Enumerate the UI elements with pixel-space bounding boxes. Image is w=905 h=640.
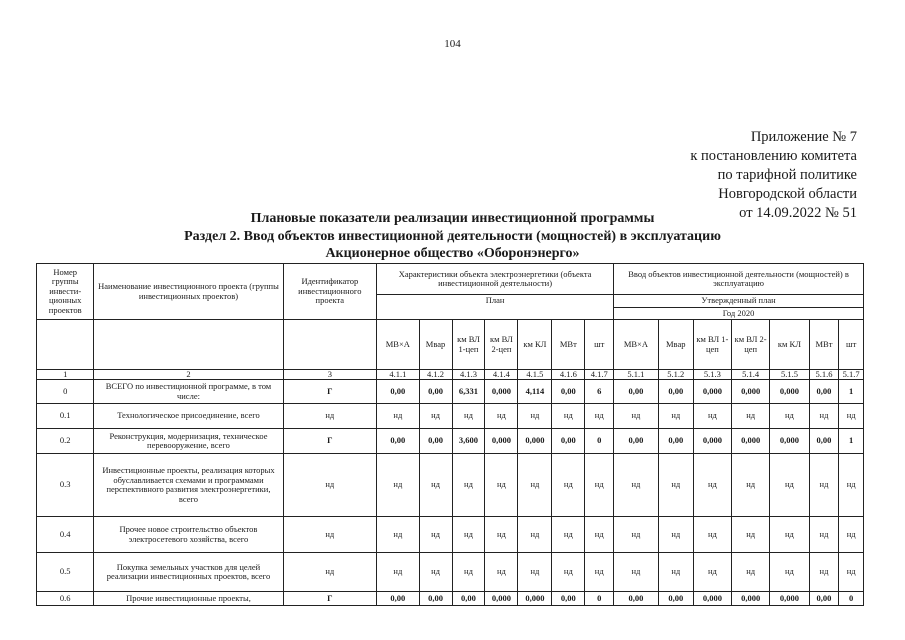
row-value: 0,00 (658, 380, 693, 404)
row-value: 0,00 (419, 380, 452, 404)
column-number: 5.1.3 (693, 370, 731, 380)
row-value: нд (693, 454, 731, 517)
row-value: 0,00 (419, 429, 452, 454)
row-value: 0,00 (552, 592, 585, 606)
row-value: нд (377, 404, 420, 429)
column-number: 3 (283, 370, 377, 380)
row-value: нд (809, 454, 839, 517)
row-identifier: нд (283, 517, 377, 553)
row-value: нд (614, 517, 659, 553)
unit-header: МВт (552, 320, 585, 370)
appendix-line: по тарифной политике (717, 167, 857, 183)
row-value: 0,00 (809, 592, 839, 606)
row-identifier: нд (283, 404, 377, 429)
row-value: нд (809, 517, 839, 553)
row-value: нд (693, 517, 731, 553)
row-value: нд (377, 517, 420, 553)
row-value: 0,00 (614, 429, 659, 454)
row-identifier: Г (283, 592, 377, 606)
column-number: 4.1.5 (518, 370, 552, 380)
row-value: нд (452, 454, 485, 517)
unit-header: км КЛ (770, 320, 809, 370)
row-number: 0.2 (37, 429, 94, 454)
row-value: нд (809, 553, 839, 592)
unit-header: МВт (809, 320, 839, 370)
header-spacer (37, 320, 94, 370)
row-value: 0,00 (658, 429, 693, 454)
row-value: 0,00 (552, 429, 585, 454)
row-value: нд (658, 553, 693, 592)
row-value: нд (770, 404, 809, 429)
page-number: 104 (444, 38, 461, 50)
unit-header: МВ×А (614, 320, 659, 370)
row-value: 0,00 (452, 592, 485, 606)
row-value: 0,000 (485, 592, 518, 606)
row-value: нд (839, 454, 864, 517)
unit-header: км ВЛ 1-цеп (452, 320, 485, 370)
row-value: нд (585, 454, 614, 517)
row-value: нд (452, 517, 485, 553)
row-value: 0,00 (552, 380, 585, 404)
column-number: 5.1.1 (614, 370, 659, 380)
unit-header: Мвар (419, 320, 452, 370)
row-value: нд (839, 404, 864, 429)
row-value: нд (614, 454, 659, 517)
row-value: 6 (585, 380, 614, 404)
column-number: 5.1.7 (839, 370, 864, 380)
row-identifier: нд (283, 454, 377, 517)
unit-header: Мвар (658, 320, 693, 370)
row-value: нд (732, 404, 770, 429)
row-value: 0,00 (809, 429, 839, 454)
row-value: 0,000 (732, 380, 770, 404)
unit-header: км ВЛ 1-цеп (693, 320, 731, 370)
unit-header: км ВЛ 2-цеп (732, 320, 770, 370)
table-row (37, 454, 864, 517)
row-value: 4,114 (518, 380, 552, 404)
table-row (37, 517, 864, 553)
row-value: 0,000 (518, 592, 552, 606)
unit-header: шт (839, 320, 864, 370)
row-value: 0,00 (809, 380, 839, 404)
row-value: нд (552, 553, 585, 592)
row-value: 1 (839, 429, 864, 454)
row-value: нд (377, 454, 420, 517)
row-identifier: нд (283, 553, 377, 592)
row-value: нд (452, 553, 485, 592)
row-value: нд (552, 404, 585, 429)
investment-table (36, 263, 864, 606)
row-value: 0 (585, 592, 614, 606)
row-value: нд (809, 404, 839, 429)
header-group-number: Номер группы инвести-ционных проектов (37, 264, 94, 320)
appendix-block (690, 128, 857, 223)
row-value: нд (419, 454, 452, 517)
row-value: нд (419, 517, 452, 553)
row-value: 6,331 (452, 380, 485, 404)
column-number: 4.1.1 (377, 370, 420, 380)
row-value: 0,000 (732, 429, 770, 454)
row-value: нд (485, 517, 518, 553)
row-value: нд (658, 517, 693, 553)
appendix-line: от 14.09.2022 № 51 (739, 205, 857, 221)
header-identifier: Идентификатор инвестиционного проекта (283, 264, 377, 320)
column-number: 4.1.7 (585, 370, 614, 380)
row-value: 1 (839, 380, 864, 404)
appendix-line: к постановлению комитета (690, 148, 857, 164)
row-value: нд (377, 553, 420, 592)
row-number: 0.4 (37, 517, 94, 553)
row-value: 0 (839, 592, 864, 606)
company-title: Акционерное общество «Оборонэнерго» (325, 246, 580, 261)
column-number: 5.1.4 (732, 370, 770, 380)
row-value: нд (770, 553, 809, 592)
row-value: 0,000 (485, 380, 518, 404)
column-number: 4.1.4 (485, 370, 518, 380)
row-identifier: Г (283, 429, 377, 454)
row-value: 0 (585, 429, 614, 454)
column-number: 5.1.2 (658, 370, 693, 380)
row-value: нд (485, 404, 518, 429)
unit-header: км ВЛ 2-цеп (485, 320, 518, 370)
row-value: нд (658, 454, 693, 517)
header-plan: План (377, 295, 614, 320)
row-value: нд (770, 517, 809, 553)
unit-header: МВ×А (377, 320, 420, 370)
row-value: нд (732, 454, 770, 517)
row-value: нд (585, 553, 614, 592)
row-value: нд (614, 553, 659, 592)
row-value: 0,000 (732, 592, 770, 606)
row-value: нд (485, 553, 518, 592)
row-value: 0,00 (614, 380, 659, 404)
row-value: 0,000 (693, 429, 731, 454)
row-value: 0,00 (377, 380, 420, 404)
row-name: Прочие инвестиционные проекты, (94, 592, 283, 606)
column-number: 5.1.6 (809, 370, 839, 380)
row-value: нд (419, 404, 452, 429)
row-number: 0.6 (37, 592, 94, 606)
row-value: 0,000 (770, 429, 809, 454)
appendix-line: Новгородской области (718, 186, 857, 202)
row-name: Прочее новое строительство объектов электросетевого хозяйства, всего (94, 517, 283, 553)
column-number: 2 (94, 370, 283, 380)
row-value: 0,000 (770, 592, 809, 606)
row-value: нд (839, 517, 864, 553)
table-row (37, 592, 864, 606)
row-number: 0.3 (37, 454, 94, 517)
row-identifier: Г (283, 380, 377, 404)
row-value: нд (658, 404, 693, 429)
row-value: нд (839, 553, 864, 592)
row-value: нд (732, 553, 770, 592)
row-value: нд (518, 553, 552, 592)
row-name: Технологическое присоединение, всего (94, 404, 283, 429)
row-value: нд (485, 454, 518, 517)
row-value: 0,00 (658, 592, 693, 606)
row-value: 0,000 (693, 592, 731, 606)
row-value: нд (585, 404, 614, 429)
row-value: 0,000 (693, 380, 731, 404)
title-line: Плановые показатели реализации инвестиционной программы (250, 211, 655, 226)
unit-header: шт (585, 320, 614, 370)
row-value: нд (693, 404, 731, 429)
header-characteristics: Характеристики объекта электроэнергетики (объекта инвестиционной деятельности) (377, 264, 614, 295)
row-value: нд (693, 553, 731, 592)
header-commissioning: Ввод объектов инвестиционной деятельности (мощностей) в эксплуатацию (614, 264, 864, 295)
row-value: нд (770, 454, 809, 517)
table-row (37, 553, 864, 592)
row-value: нд (585, 517, 614, 553)
row-value: 0,00 (419, 592, 452, 606)
row-value: 0,000 (770, 380, 809, 404)
row-name: Покупка земельных участков для целей реализации инвестиционных проектов, всего (94, 553, 283, 592)
header-year: Год 2020 (614, 307, 864, 320)
row-value: нд (552, 454, 585, 517)
unit-header: км КЛ (518, 320, 552, 370)
row-value: нд (614, 404, 659, 429)
appendix-line: Приложение № 7 (750, 129, 857, 145)
row-value: нд (552, 517, 585, 553)
header-spacer (283, 320, 377, 370)
row-value: нд (518, 404, 552, 429)
row-value: нд (419, 553, 452, 592)
row-value: 0,00 (377, 429, 420, 454)
row-number: 0 (37, 380, 94, 404)
header-spacer (94, 320, 283, 370)
header-project-name: Наименование инвестиционного проекта (группы инвестиционных проектов) (94, 264, 283, 320)
row-number: 0.1 (37, 404, 94, 429)
row-value: нд (452, 404, 485, 429)
row-value: нд (518, 517, 552, 553)
table-row (37, 404, 864, 429)
row-name: Инвестиционные проекты, реализация которых обуславливается схемами и программами перспективного развития электроэнергетики, всего (94, 454, 283, 517)
section-title: Раздел 2. Ввод объектов инвестиционной деятельности (мощностей) в эксплуатацию (184, 228, 721, 244)
column-number: 1 (37, 370, 94, 380)
column-number: 4.1.6 (552, 370, 585, 380)
table-row (37, 429, 864, 454)
row-value: 0,00 (377, 592, 420, 606)
header-approved-plan: Утвержденный план (614, 295, 864, 308)
row-value: 0,000 (485, 429, 518, 454)
column-number: 4.1.2 (419, 370, 452, 380)
row-name: Реконструкция, модернизация, техническое перевооружение, всего (94, 429, 283, 454)
row-value: 3,600 (452, 429, 485, 454)
row-number: 0.5 (37, 553, 94, 592)
column-number: 5.1.5 (770, 370, 809, 380)
column-number: 4.1.3 (452, 370, 485, 380)
row-value: 0,00 (614, 592, 659, 606)
table-row (37, 380, 864, 404)
document-title (0, 210, 905, 263)
row-name: ВСЕГО по инвестиционной программе, в том числе: (94, 380, 283, 404)
row-value: 0,000 (518, 429, 552, 454)
row-value: нд (518, 454, 552, 517)
row-value: нд (732, 517, 770, 553)
